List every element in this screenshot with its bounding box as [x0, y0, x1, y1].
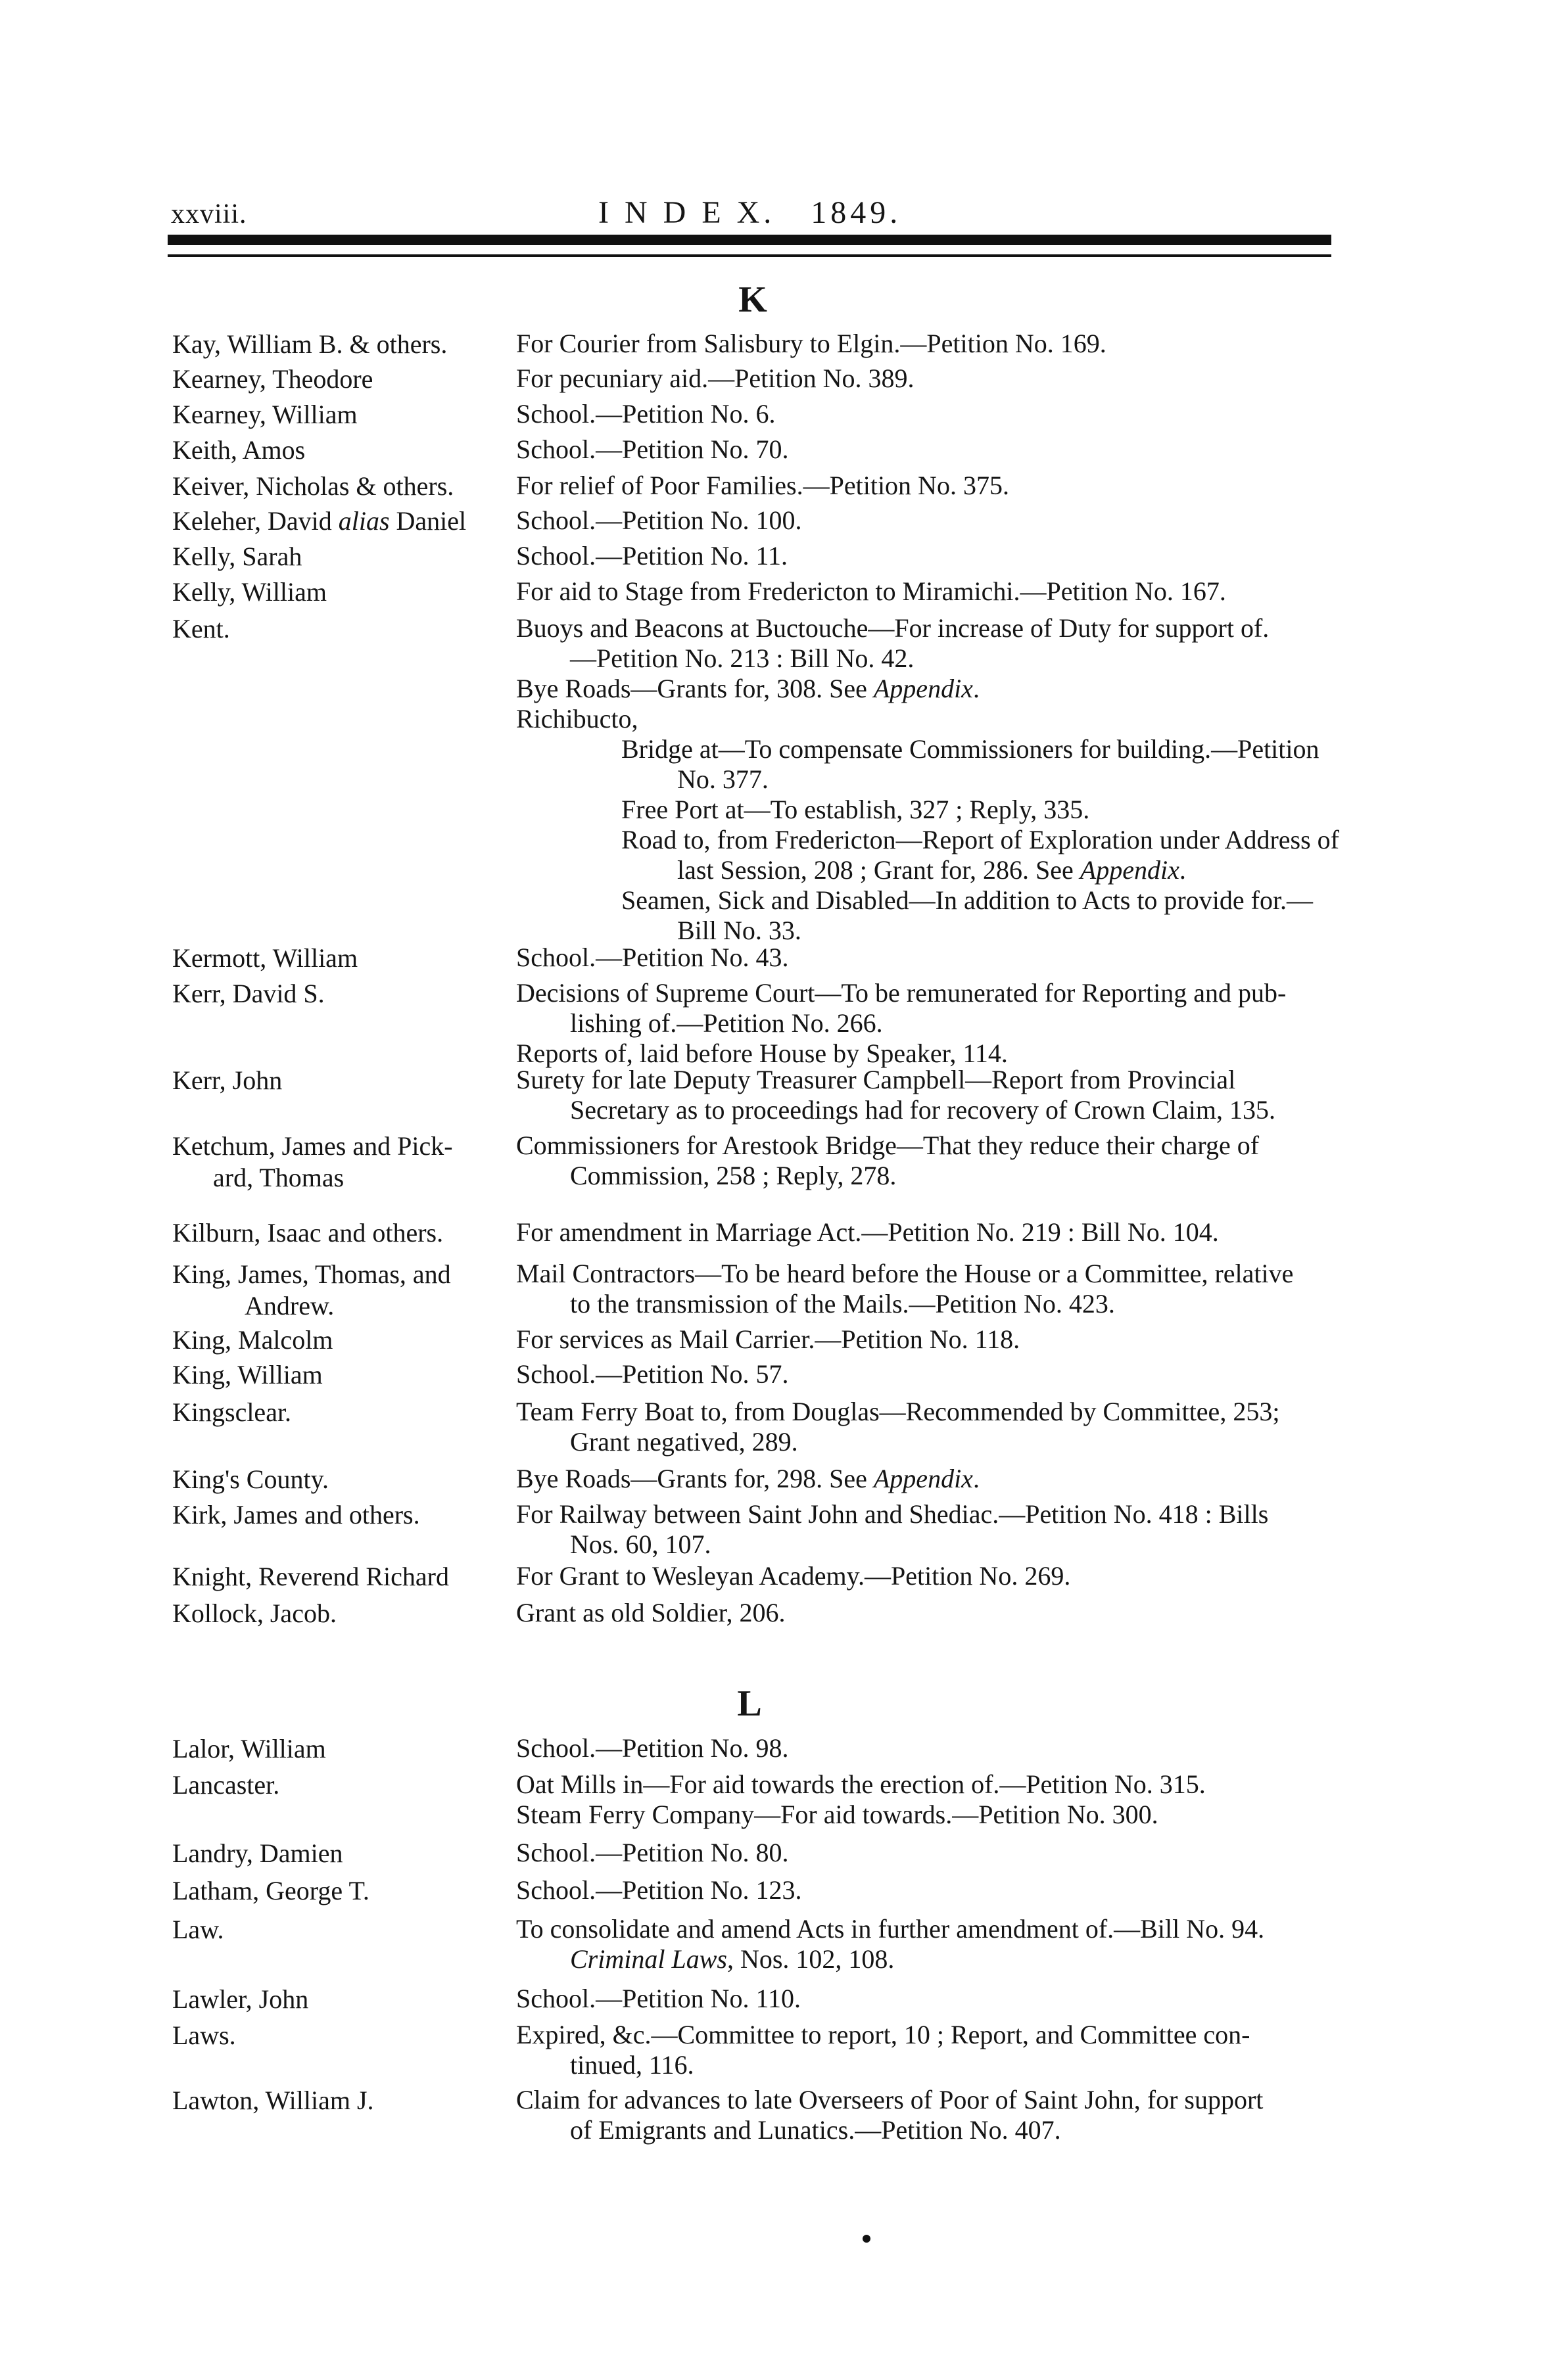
entry-description	[516, 978, 1351, 1069]
entry-description	[516, 1065, 1351, 1125]
description-line: Road to, from Fredericton—Report of Exploration under Address of	[621, 825, 1339, 854]
page-title: I N D E X. 1849.	[598, 195, 902, 230]
entry-name: Landry, Damien	[172, 1838, 343, 1868]
entry-name: King, James, Thomas, and Andrew.	[172, 1259, 451, 1320]
entry-name: Lawton, William J.	[172, 2086, 374, 2115]
entry-description	[516, 2085, 1351, 2145]
entry-description	[516, 1397, 1351, 1457]
entry-name: King, William	[172, 1360, 323, 1389]
description-line: Bill No. 33.	[677, 916, 801, 945]
description-line: Decisions of Supreme Court—To be remunerated for Reporting and pub-	[516, 978, 1287, 1008]
entry-description	[516, 1769, 1351, 1830]
entry-description	[516, 943, 1351, 973]
entry-description	[516, 1984, 1351, 2014]
entry-description	[516, 1875, 1351, 1905]
description-line: Grant negatived, 289.	[570, 1427, 798, 1457]
description-line: For amendment in Marriage Act.—Petition No. 219 : Bill No. 104.	[516, 1217, 1219, 1247]
entry-description	[516, 1561, 1351, 1591]
entry-description	[516, 613, 1351, 946]
entry-description	[516, 363, 1351, 394]
entry-name: Kay, William B. & others.	[172, 329, 448, 359]
entry-description	[516, 2020, 1351, 2080]
entry-name: Lalor, William	[172, 1734, 326, 1763]
entry-name: Ketchum, James and Pick- ard, Thomas	[172, 1131, 453, 1192]
description-line: to the transmission of the Mails.—Petition No. 423.	[570, 1289, 1115, 1318]
entry-name: Keith, Amos	[172, 435, 306, 465]
description-line: To consolidate and amend Acts in further amendment of.—Bill No. 94.	[516, 1914, 1265, 1944]
description-line: tinued, 116.	[570, 2050, 694, 2080]
description-line: Free Port at—To establish, 327 ; Reply, 335.	[621, 795, 1090, 824]
entry-description	[516, 1259, 1351, 1319]
entry-name: Kelly, William	[172, 577, 327, 607]
description-line: Team Ferry Boat to, from Douglas—Recommended by Committee, 253;	[516, 1397, 1280, 1426]
description-line: For Courier from Salisbury to Elgin.—Petition No. 169.	[516, 329, 1106, 358]
entry-name: Kirk, James and others.	[172, 1500, 420, 1529]
description-line: Mail Contractors—To be heard before the House or a Committee, relative	[516, 1259, 1294, 1288]
description-line: School.—Petition No. 123.	[516, 1875, 802, 1905]
description-line: Bridge at—To compensate Commissioners for building.—Petition	[621, 734, 1319, 764]
description-line: Nos. 60, 107.	[570, 1529, 711, 1559]
description-line: School.—Petition No. 110.	[516, 1984, 801, 2013]
entry-description	[516, 1499, 1351, 1560]
description-line: Criminal Laws, Nos. 102, 108.	[570, 1944, 895, 1974]
entry-description	[516, 541, 1351, 571]
entry-name: King's County.	[172, 1464, 329, 1494]
description-line: Secretary as to proceedings had for recovery of Crown Claim, 135.	[570, 1095, 1275, 1125]
description-line: Buoys and Beacons at Buctouche—For increase of Duty for support of.	[516, 613, 1270, 643]
description-line: Claim for advances to late Overseers of Poor of Saint John, for support	[516, 2085, 1264, 2114]
description-line: Steam Ferry Company—For aid towards.—Petition No. 300.	[516, 1800, 1158, 1829]
entry-description	[516, 399, 1351, 429]
entry-description	[516, 329, 1351, 359]
description-line: No. 377.	[677, 764, 769, 794]
description-line: For pecuniary aid.—Petition No. 389.	[516, 363, 915, 393]
description-line: Richibucto,	[516, 704, 638, 734]
description-line: For services as Mail Carrier.—Petition No. 118.	[516, 1324, 1020, 1354]
entry-description	[516, 434, 1351, 465]
description-line: Oat Mills in—For aid towards the erection of.—Petition No. 315.	[516, 1769, 1206, 1799]
entry-name: Law.	[172, 1915, 224, 1944]
description-line: For Grant to Wesleyan Academy.—Petition No. 269.	[516, 1561, 1071, 1591]
entry-name: Kollock, Jacob.	[172, 1598, 337, 1628]
entry-name: Kingsclear.	[172, 1397, 292, 1427]
description-line: —Petition No. 213 : Bill No. 42.	[570, 643, 915, 673]
description-line: School.—Petition No. 11.	[516, 541, 788, 571]
entry-description	[516, 1838, 1351, 1868]
entry-description	[516, 1914, 1351, 1974]
description-line: Surety for late Deputy Treasurer Campbell—Report from Provincial	[516, 1065, 1236, 1094]
description-line: of Emigrants and Lunatics.—Petition No. 407.	[570, 2115, 1061, 2145]
description-line: Expired, &c.—Committee to report, 10 ; Report, and Committee con-	[516, 2020, 1250, 2049]
description-line: School.—Petition No. 100.	[516, 505, 802, 535]
description-line: lishing of.—Petition No. 266.	[570, 1008, 883, 1038]
description-line: Bye Roads—Grants for, 298. See Appendix.	[516, 1464, 980, 1493]
description-line: School.—Petition No. 98.	[516, 1733, 789, 1763]
page-dot	[863, 2235, 870, 2243]
entry-name: Lancaster.	[172, 1770, 280, 1800]
entry-name: Kilburn, Isaac and others.	[172, 1218, 444, 1248]
entry-description	[516, 1733, 1351, 1763]
entry-name: Kent.	[172, 614, 230, 643]
entry-name: Kerr, John	[172, 1065, 283, 1095]
section-letter-k: K	[738, 279, 767, 320]
entry-description	[516, 1217, 1351, 1248]
description-line: Bye Roads—Grants for, 308. See Appendix.	[516, 674, 980, 703]
description-line: School.—Petition No. 70.	[516, 434, 789, 464]
entry-name: Laws.	[172, 2020, 236, 2050]
description-line: Commissioners for Arestook Bridge—That they reduce their charge of	[516, 1131, 1260, 1160]
entry-description	[516, 505, 1351, 536]
header-rule-thin	[168, 254, 1331, 257]
header-rule-thick	[168, 235, 1331, 245]
entry-name: Lawler, John	[172, 1984, 309, 2014]
entry-name: Latham, George T.	[172, 1876, 369, 1905]
entry-name: King, Malcolm	[172, 1325, 333, 1355]
entry-name: Knight, Reverend Richard	[172, 1562, 449, 1591]
page-number: xxviii.	[171, 199, 247, 229]
entry-name: Kerr, David S.	[172, 979, 325, 1008]
description-line: For Railway between Saint John and Shediac.—Petition No. 418 : Bills	[516, 1499, 1269, 1529]
description-line: School.—Petition No. 43.	[516, 943, 789, 972]
description-line: For aid to Stage from Fredericton to Miramichi.—Petition No. 167.	[516, 576, 1226, 606]
description-line: School.—Petition No. 80.	[516, 1838, 789, 1867]
entry-name: Kearney, Theodore	[172, 364, 373, 394]
entry-description	[516, 471, 1351, 501]
description-line: For relief of Poor Families.—Petition No. 375.	[516, 471, 1009, 500]
description-line: last Session, 208 ; Grant for, 286. See Appendix.	[677, 855, 1186, 885]
entry-description	[516, 1464, 1351, 1494]
entry-name: Kearney, William	[172, 400, 358, 429]
entry-description	[516, 1598, 1351, 1628]
section-letter-l: L	[737, 1683, 762, 1724]
entry-name: Kermott, William	[172, 943, 358, 973]
entry-name: Kelly, Sarah	[172, 542, 302, 571]
entry-name: Keiver, Nicholas & others.	[172, 471, 454, 501]
description-line: Commission, 258 ; Reply, 278.	[570, 1161, 897, 1190]
description-line: Reports of, laid before House by Speaker, 114.	[516, 1038, 1008, 1068]
entry-description	[516, 1359, 1351, 1389]
entry-name: Keleher, David alias Daniel	[172, 506, 467, 536]
description-line: Grant as old Soldier, 206.	[516, 1598, 786, 1627]
description-line: School.—Petition No. 6.	[516, 399, 776, 429]
description-line: Seamen, Sick and Disabled—In addition to Acts to provide for.—	[621, 885, 1314, 915]
description-line: School.—Petition No. 57.	[516, 1359, 789, 1389]
entry-description	[516, 1131, 1351, 1191]
entry-description	[516, 1324, 1351, 1355]
entry-description	[516, 576, 1351, 607]
